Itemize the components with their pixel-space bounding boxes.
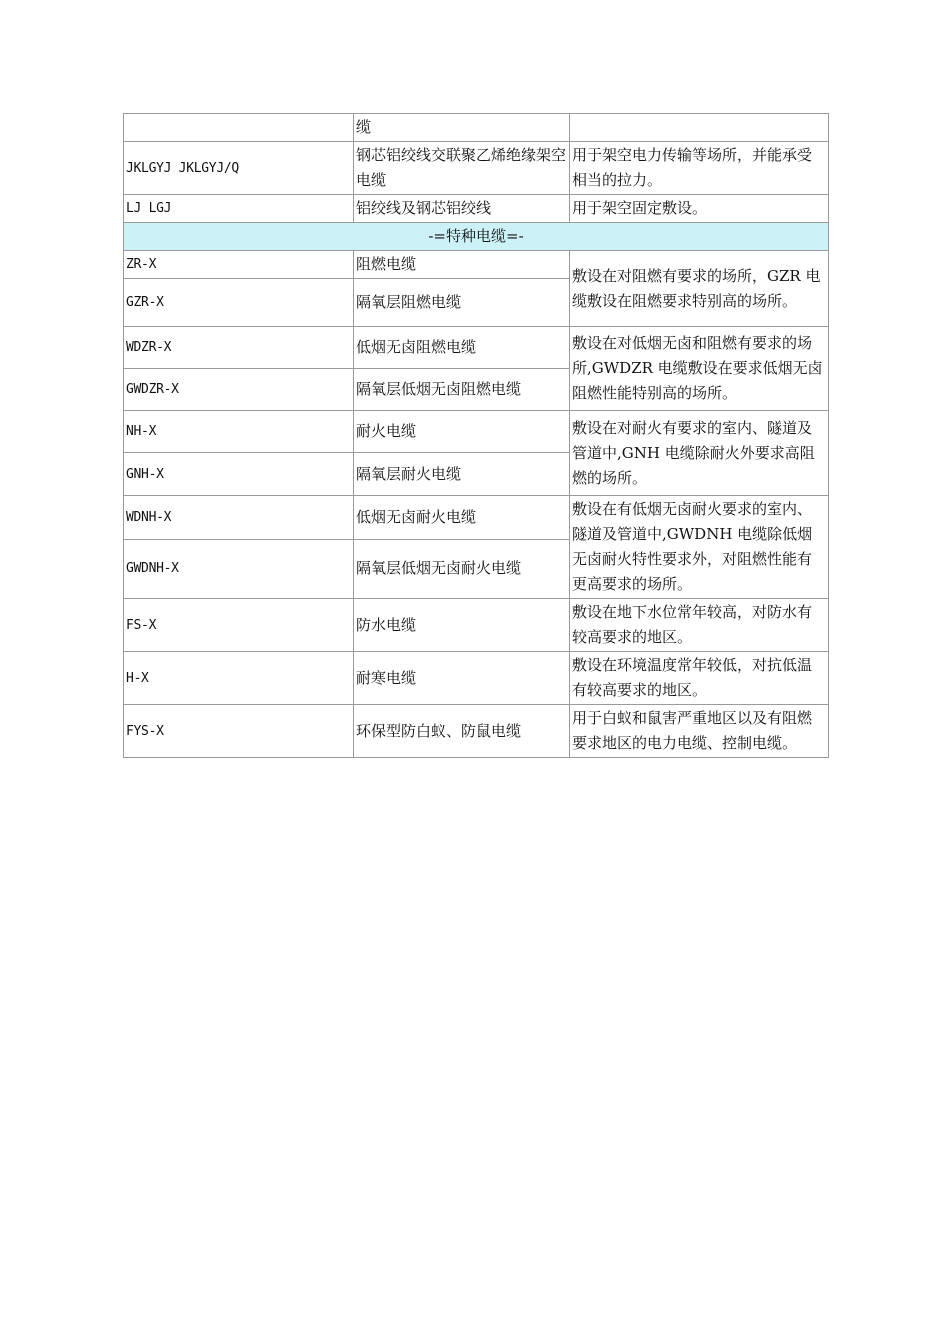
name-cell: 低烟无卤耐火电缆 xyxy=(354,496,570,540)
table-row xyxy=(124,327,829,369)
table-row xyxy=(124,652,829,705)
cable-type-table xyxy=(123,113,829,758)
usage-cell: 用于架空电力传输等场所，并能承受相当的拉力。 xyxy=(570,142,829,195)
usage-cell: 敷设在环境温度常年较低，对抗低温有较高要求的地区。 xyxy=(570,652,829,705)
table-row xyxy=(124,114,829,142)
table-row xyxy=(124,705,829,758)
model-cell: LJ LGJ xyxy=(124,195,354,223)
usage-cell: 敷设在有低烟无卤耐火要求的室内、隧道及管道中,GWDNH 电缆除低烟无卤耐火特性要求外，对阻燃性能有更高要求的场所。 xyxy=(570,496,829,599)
model-cell: WDNH-X xyxy=(124,496,354,540)
model-cell: GZR-X xyxy=(124,279,354,327)
name-cell: 耐寒电缆 xyxy=(354,652,570,705)
model-cell: JKLGYJ JKLGYJ/Q xyxy=(124,142,354,195)
name-cell: 隔氧层低烟无卤阻燃电缆 xyxy=(354,369,570,411)
model-cell: GWDNH-X xyxy=(124,539,354,598)
model-cell xyxy=(124,114,354,142)
model-cell: GNH-X xyxy=(124,453,354,496)
usage-cell: 敷设在对低烟无卤和阻燃有要求的场所,GWDZR 电缆敷设在要求低烟无卤阻燃性能特别高的场所。 xyxy=(570,327,829,411)
model-cell: FS-X xyxy=(124,599,354,652)
table-row xyxy=(124,142,829,195)
name-cell: 隔氧层低烟无卤耐火电缆 xyxy=(354,539,570,598)
usage-cell: 用于架空固定敷设。 xyxy=(570,195,829,223)
name-cell: 隔氧层阻燃电缆 xyxy=(354,279,570,327)
table-row xyxy=(124,251,829,279)
name-cell: 耐火电缆 xyxy=(354,411,570,453)
table-row xyxy=(124,195,829,223)
name-cell: 阻燃电缆 xyxy=(354,251,570,279)
table-row xyxy=(124,411,829,453)
name-cell: 隔氧层耐火电缆 xyxy=(354,453,570,496)
usage-cell xyxy=(570,114,829,142)
usage-cell: 用于白蚁和鼠害严重地区以及有阻燃要求地区的电力电缆、控制电缆。 xyxy=(570,705,829,758)
name-cell: 钢芯铝绞线交联聚乙烯绝缘架空电缆 xyxy=(354,142,570,195)
usage-cell: 敷设在对阻燃有要求的场所，GZR 电缆敷设在阻燃要求特别高的场所。 xyxy=(570,251,829,327)
model-cell: NH-X xyxy=(124,411,354,453)
model-cell: H-X xyxy=(124,652,354,705)
section-header-row xyxy=(124,223,829,251)
name-cell: 铝绞线及钢芯铝绞线 xyxy=(354,195,570,223)
usage-cell: 敷设在地下水位常年较高，对防水有较高要求的地区。 xyxy=(570,599,829,652)
name-cell: 低烟无卤阻燃电缆 xyxy=(354,327,570,369)
table-row xyxy=(124,496,829,540)
name-cell: 环保型防白蚁、防鼠电缆 xyxy=(354,705,570,758)
model-cell: ZR-X xyxy=(124,251,354,279)
section-title: -=特种电缆=- xyxy=(124,223,829,251)
name-cell: 缆 xyxy=(354,114,570,142)
table-row xyxy=(124,599,829,652)
model-cell: FYS-X xyxy=(124,705,354,758)
model-cell: GWDZR-X xyxy=(124,369,354,411)
name-cell: 防水电缆 xyxy=(354,599,570,652)
usage-cell: 敷设在对耐火有要求的室内、隧道及管道中,GNH 电缆除耐火外要求高阻燃的场所。 xyxy=(570,411,829,496)
model-cell: WDZR-X xyxy=(124,327,354,369)
